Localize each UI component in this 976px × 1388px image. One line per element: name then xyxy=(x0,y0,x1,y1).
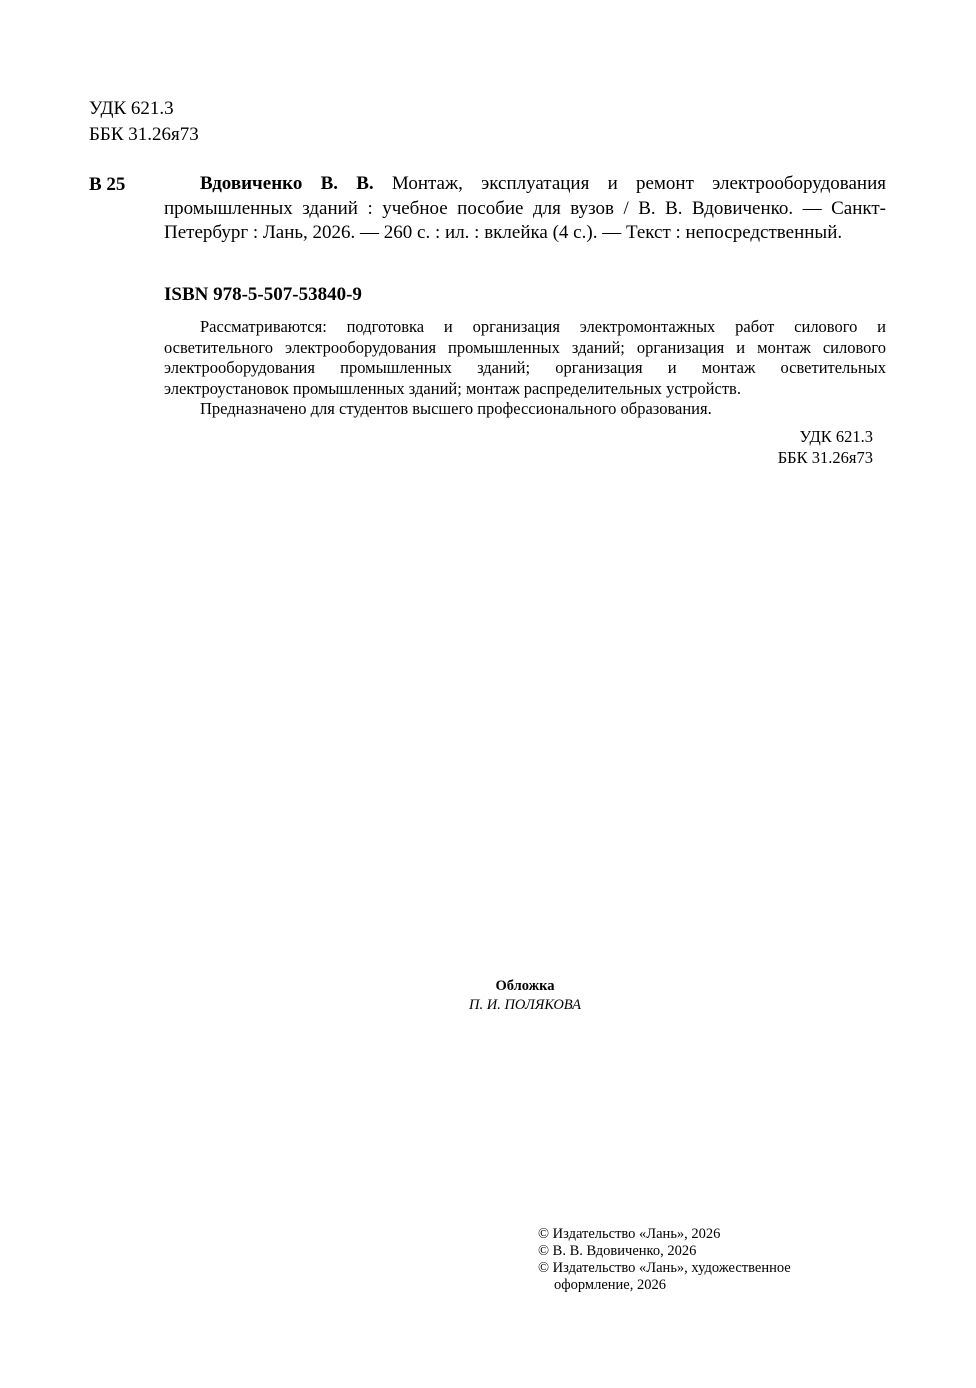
bib-text: Монтаж, эксплуатация и ремонт электрооборудования промышленных зданий : учебное пособие для вузов / В. В. Вдовиченко. — Санкт-Петербург : Лань, 2026. — 260 с. : ил. : вклейка (4 с.). — Текст : непосредственный. xyxy=(164,173,887,243)
bbk-code: ББК 31.26я73 xyxy=(89,124,199,145)
annotation-paragraph-2: Предназначено для студентов высшего профессионального образования. xyxy=(200,399,712,418)
udk-code-bottom: УДК 621.3 xyxy=(799,427,873,446)
isbn: ISBN 978-5-507-53840-9 xyxy=(164,284,362,305)
copyright-line: © Издательство «Лань», художественное xyxy=(538,1260,791,1276)
annotation-paragraph-1: Рассматриваются: подготовка и организация электромонтажных работ силового и осветительного электрооборудования промышленных зданий; организация и монтаж силового электрооборудования промышленных зданий; организация и монтаж осветительных электроустановок промышленных зданий; монтаж распределительных устройств. xyxy=(164,317,886,398)
cover-designer-name: П. И. ПОЛЯКОВА xyxy=(469,997,581,1013)
copyright-line: © В. В. Вдовиченко, 2026 xyxy=(538,1243,697,1259)
copyright-line: © Издательство «Лань», 2026 xyxy=(538,1226,721,1242)
bibliographic-description xyxy=(164,172,886,246)
classification-block xyxy=(89,96,199,148)
annotation xyxy=(164,317,886,420)
author-mark: В 25 xyxy=(89,174,126,195)
udk-code: УДК 621.3 xyxy=(89,98,174,119)
copyright-block xyxy=(538,1226,791,1294)
cover-credit xyxy=(400,977,650,1015)
classification-block-bottom xyxy=(700,426,873,468)
bbk-code-bottom: ББК 31.26я73 xyxy=(777,448,873,467)
bib-author: Вдовиченко В. В. xyxy=(200,173,374,194)
cover-label: Обложка xyxy=(495,978,555,994)
copyright-line: оформление, 2026 xyxy=(554,1277,666,1293)
